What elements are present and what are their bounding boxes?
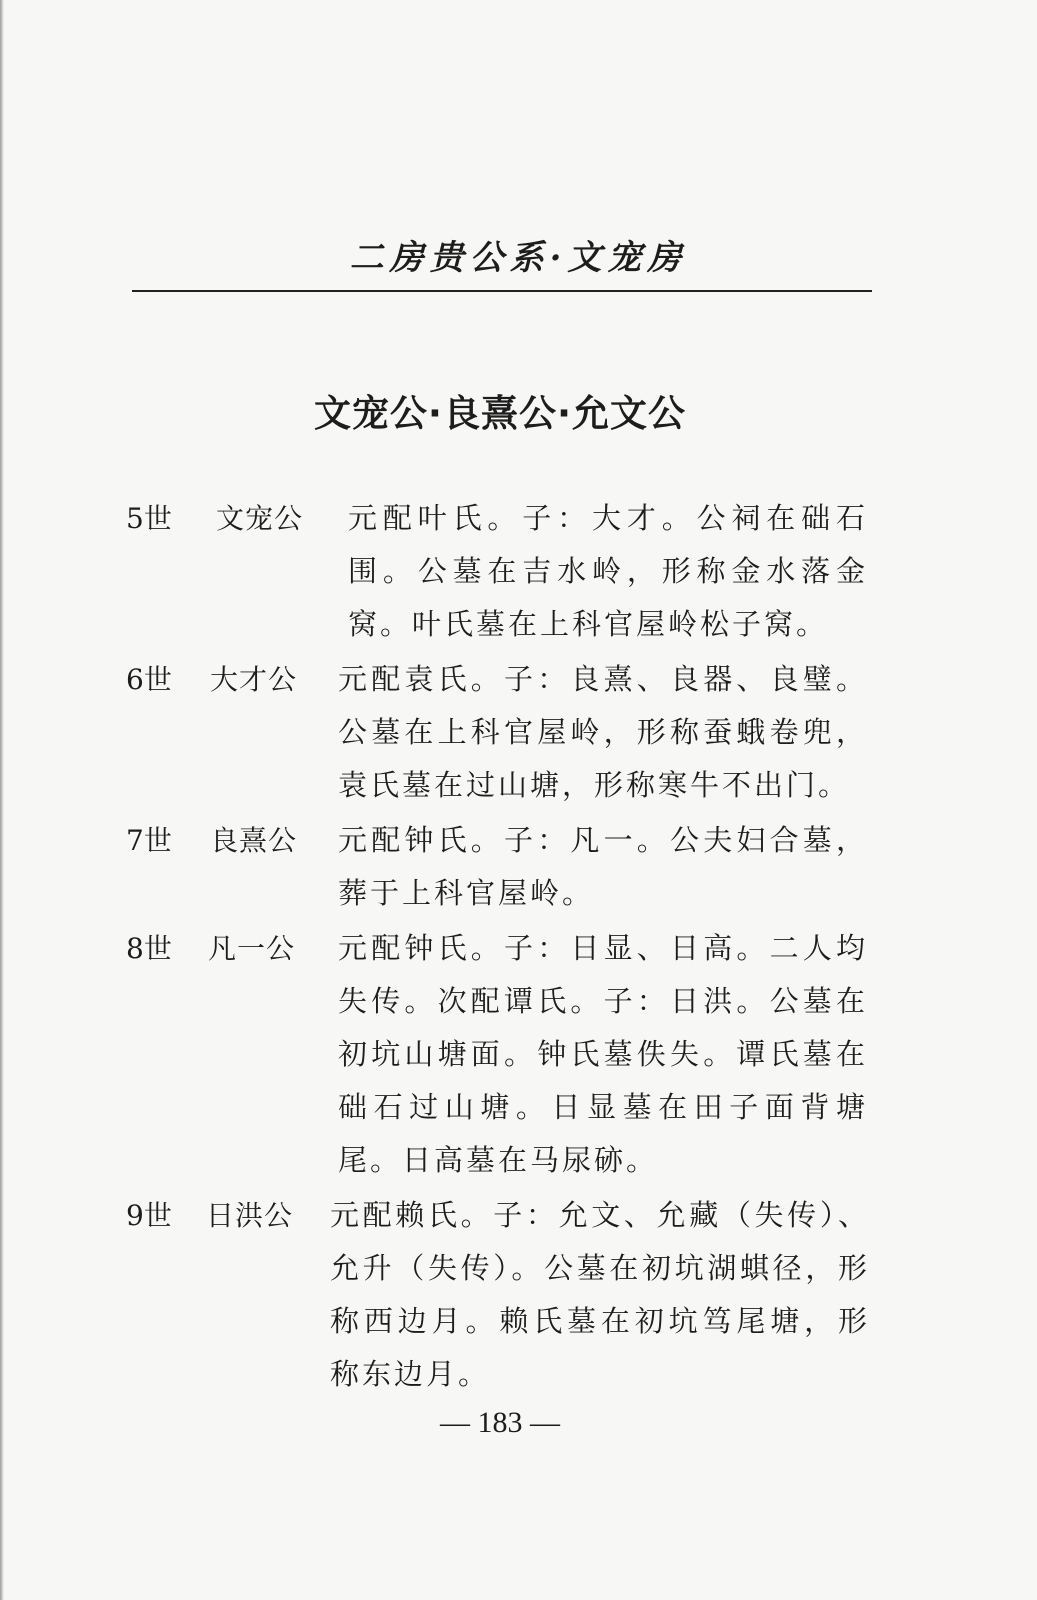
genealogy-entry-gen5 <box>126 492 886 651</box>
genealogy-entry-gen7 <box>126 814 886 920</box>
header-rule <box>132 290 872 292</box>
generation-label: 5世 <box>126 502 172 535</box>
genealogy-entry-gen9 <box>126 1189 886 1401</box>
page-number: — 183 — <box>440 1406 560 1439</box>
generation-label: 8世 <box>126 932 172 965</box>
running-header: 二房贵公系·文宠房 <box>349 238 688 278</box>
entry-text: 元配袁氏。子：良熹、良器、良璧。公墓在上科官屋岭，形称蚕蛾卷兜，袁氏墓在过山塘，形称寒牛不出门。 <box>338 662 868 802</box>
ancestor-name: 凡一公 <box>208 932 296 965</box>
entry-text: 元配钟氏。子：日显、日高。二人均失传。次配谭氏。子：日洪。公墓在初坑山塘面。钟氏墓佚失。谭氏墓在础石过山塘。日显墓在田子面背塘尾。日高墓在马尿硛。 <box>338 931 868 1177</box>
ancestor-name: 日洪公 <box>206 1199 294 1232</box>
ancestor-name: 良熹公 <box>210 824 298 857</box>
entry-text: 元配赖氏。子：允文、允藏（失传）、允升（失传）。公墓在初坑湖蜞径，形称西边月。赖氏墓在初坑笃尾塘，形称东边月。 <box>330 1198 870 1391</box>
ancestor-name: 大才公 <box>210 663 298 696</box>
section-title: 文宠公·良熹公·允文公 <box>313 392 687 435</box>
ancestor-name: 文宠公 <box>216 502 304 535</box>
entry-text: 元配钟氏。子：凡一。公夫妇合墓，葬于上科官屋岭。 <box>338 823 868 910</box>
generation-label: 7世 <box>126 824 172 857</box>
genealogy-entry-gen8 <box>126 922 886 1187</box>
genealogy-entries <box>126 492 886 1403</box>
genealogy-entry-gen6 <box>126 653 886 812</box>
generation-label: 6世 <box>126 663 172 696</box>
entry-text: 元配叶氏。子：大才。公祠在础石围。公墓在吉水岭，形称金水落金窝。叶氏墓在上科官屋岭松子窝。 <box>348 501 868 641</box>
generation-label: 9世 <box>126 1199 172 1232</box>
